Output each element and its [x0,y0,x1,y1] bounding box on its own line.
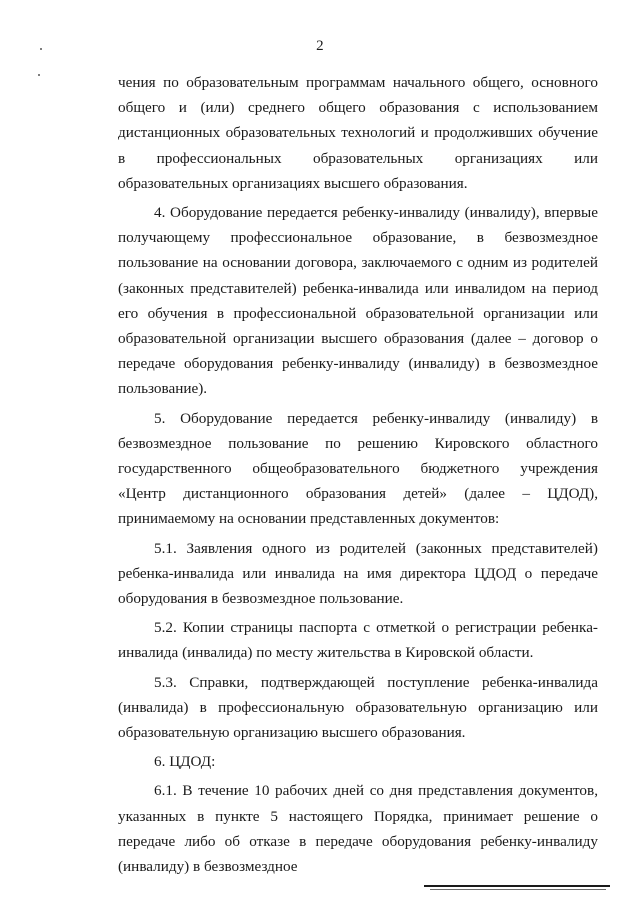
paragraph-item-5-3: 5.3. Справки, подтверждающей поступление ребенка-инвалида (инвалида) в профессиональную образовательную организацию или образовательную организацию высшего образования. [118,673,598,742]
document-body [118,70,598,879]
paragraph-item-5-2: 5.2. Копии страницы паспорта с отметкой о регистрации ребенка-инвалида (инвалида) по месту жительства в Кировской области. [118,619,598,662]
page-number: 2 [316,38,324,54]
paragraph-item-5-1: 5.1. Заявления одного из родителей (законных представителей) ребенка-инвалида или инвалида на имя директора ЦДОД о передаче оборудования в безвозмездное пользование. [118,539,598,608]
paragraph-item-6: 6. ЦДОД: [154,753,216,771]
paragraph-item-4: 4. Оборудование передается ребенку-инвалиду (инвалиду), впервые получающему профессиональное образование, в безвозмездное пользование на основании договора, заключаемого с одним из родителей (законных представителей) ребенка-инвалида или инвалидом на период его обучения в профессиональной образовательной организации или образовательной организации высшего образования (далее – договор о передаче оборудования ребенку-инвалиду (инвалиду) в безвозмездное пользование). [118,204,598,398]
footer-rule-shadow [430,889,606,890]
scan-speck [38,74,40,76]
paragraph-item-6-1: 6.1. В течение 10 рабочих дней со дня представления документов, указанных в пункте 5 настоящего Порядка, принимает решение о передаче либо об отказе в передаче оборудования ребенку-инвалиду (инвалиду) в безвозмездное [118,782,598,876]
scan-speck [40,48,42,50]
paragraph-continuation: чения по образовательным программам начального общего, основного общего и (или) среднего общего образования с использованием дистанционных образовательных технологий и продолживших обучение в профессиональных образовательных организациях или образовательных организациях высшего образования. [118,74,598,192]
paragraph-item-5: 5. Оборудование передается ребенку-инвалиду (инвалиду) в безвозмездное пользование по решению Кировского областного государственного общеобразовательного бюджетного учреждения «Центр дистанционного образования детей» (далее – ЦДОД), принимаемому на основании представленных документов: [118,409,598,528]
footer-rule [424,885,610,887]
